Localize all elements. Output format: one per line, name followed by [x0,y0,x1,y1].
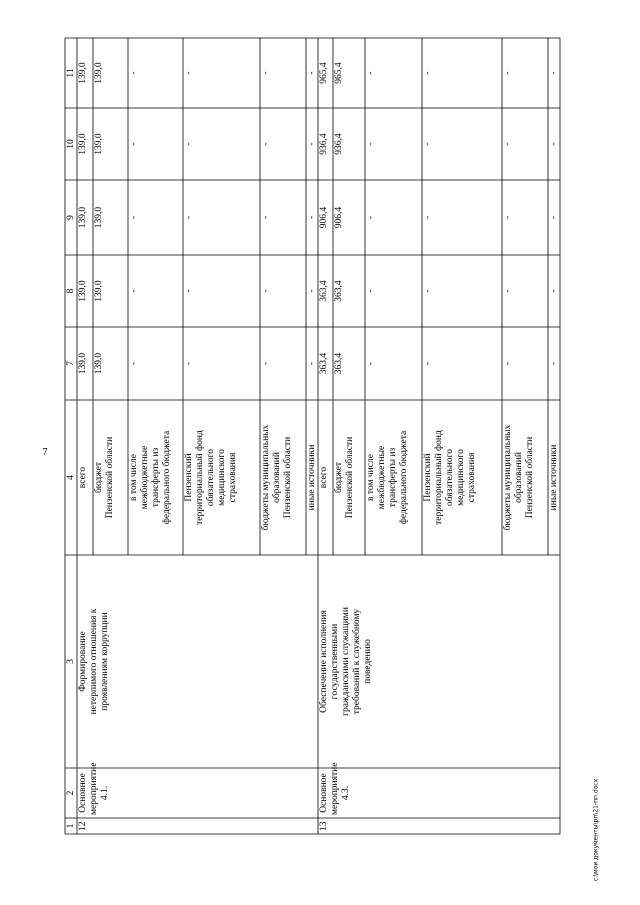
amount-v8 [548,255,560,327]
measure-name-text: Основное мероприятие 4.3. [319,762,351,815]
amount-v8 [77,255,93,327]
funding-source-text: иные источники [307,444,317,511]
amount-v7 [306,327,318,400]
header-cell-4-text: 4 [66,475,76,480]
amount-v10 [422,108,502,180]
amount-v11-text: 965,4 [319,62,329,84]
amount-v7 [318,327,333,400]
measure-name [318,762,560,818]
measure-name-text: Основное мероприятие 4.1. [78,762,110,815]
amount-v8-text: 363,4 [334,280,344,302]
header-cell-9-text: 9 [66,215,76,220]
funding-source [548,400,560,555]
amount-v7-text: 363,4 [319,352,329,375]
funding-source [260,400,306,555]
funding-source-text: в том числе межбюджетные трансферты из федерального бюджета [129,430,172,525]
amount-v9 [260,180,306,255]
amount-v9-text: 906,4 [319,206,329,229]
amount-v9 [318,180,333,255]
funding-source-text: Пензенский территориальный фонд обязательного медицинского страхования [423,430,477,525]
amount-v11 [333,38,365,108]
amount-v10-text: - [423,142,433,146]
amount-v7 [422,327,502,400]
amount-v7-text: - [423,361,433,366]
amount-v10 [306,108,318,180]
header-cell-11-text: 11 [66,68,76,78]
row-number-text: 13 [319,821,329,831]
amount-v11-text: - [307,71,317,75]
header-cell-7-text: 7 [66,361,76,366]
amount-v10-text: 139,0 [78,133,88,155]
amount-v10 [183,108,260,180]
funding-source-text: всего [319,466,329,489]
amount-v9 [365,180,422,255]
amount-v7 [260,327,306,400]
amount-v9-text: - [261,215,271,220]
amount-v7-text: - [549,361,559,366]
header-cell-11 [65,38,77,108]
amount-v8 [502,255,548,327]
amount-v10 [260,108,306,180]
amount-v7 [183,327,260,400]
header-cell-10 [65,108,77,180]
amount-v11-text: - [261,71,271,75]
amount-v10-text: - [307,142,317,146]
amount-v8 [422,255,502,327]
amount-v7 [365,327,422,400]
amount-v10-text: 936,4 [334,133,344,155]
amount-v11-text: - [184,71,194,75]
measure-name [77,762,318,818]
amount-v9 [422,180,502,255]
funding-source [333,400,365,555]
amount-v9 [183,180,260,255]
page-number: 7 [42,447,48,458]
amount-v11-text: - [503,71,513,75]
amount-v8-text: 139,0 [78,280,88,302]
amount-v7-text: - [261,361,271,366]
amount-v7-text: - [184,361,194,366]
amount-v8 [260,255,306,327]
measure-description-text: Формирование нетерпимого отношения к проявлениям коррупции [78,608,110,715]
header-cell-4 [65,400,77,555]
amount-v11 [306,38,318,108]
amount-v10-text: 936,4 [319,133,329,155]
funding-source [306,400,318,555]
amount-v11 [548,38,560,108]
amount-v9 [93,180,128,255]
amount-v8-text: - [503,289,513,293]
funding-source-text: в том числе межбюджетные трансферты из федерального бюджета [366,430,409,525]
amount-v7-text: 363,4 [334,352,344,375]
amount-v11 [77,38,93,108]
amount-v9-text: - [366,215,376,220]
amount-v10 [365,108,422,180]
amount-v11 [260,38,306,108]
amount-v10-text: - [129,142,139,146]
amount-v11-text: - [366,71,376,75]
amount-v11 [318,38,333,108]
funding-source [318,400,333,555]
amount-v11 [128,38,183,108]
amount-v9-text: - [307,215,317,220]
amount-v8-text: - [366,289,376,293]
footer-file-path: c:\мои документы\рп\21-пп.docx [592,778,600,882]
header-cell-8-text: 8 [66,288,76,294]
amount-v11-text: 139,0 [78,62,88,84]
amount-v7-text: - [129,361,139,366]
amount-v10-text: - [549,142,559,146]
funding-source [183,400,260,555]
funding-source-text: всего [78,466,88,489]
amount-v9 [77,180,93,255]
amount-v9-text: - [129,215,139,220]
amount-v9-text: 906,4 [334,206,344,229]
amount-v7 [333,327,365,400]
amount-v8-text: 363,4 [319,280,329,302]
amount-v11 [365,38,422,108]
header-cell-10-text: 10 [66,139,76,149]
funding-source-text: бюджет Пензенской области [334,436,355,519]
amount-v8-text: 139,0 [94,280,104,302]
amount-v11-text: 965,4 [334,62,344,84]
header-cell-2-text: 2 [66,790,76,796]
funding-source [502,400,548,555]
measure-description-text: Обеспечение исполнения государственными гражданскими служащими требований к служебному поведению [319,607,373,716]
amount-v11 [93,38,128,108]
amount-v10 [318,108,333,180]
funding-source [422,400,502,555]
amount-v8-text: - [129,289,139,293]
row-number [318,818,560,834]
amount-v9-text: - [503,215,513,220]
funding-source-text: бюджеты муниципальных образований Пензенской области [261,424,293,531]
amount-v9 [548,180,560,255]
amount-v8 [333,255,365,327]
amount-v9 [333,180,365,255]
amount-v10-text: - [503,142,513,146]
amount-v8 [318,255,333,327]
row-number-text: 12 [78,821,88,831]
amount-v10-text: - [184,142,194,146]
amount-v8-text: - [184,289,194,293]
amount-v11-text: 139,0 [94,62,104,84]
amount-v7 [548,327,560,400]
amount-v9-text: - [423,215,433,220]
amount-v10 [502,108,548,180]
measure-description [77,555,318,768]
header-cell-3 [65,555,77,768]
amount-v10 [548,108,560,180]
funding-source [77,400,93,555]
amount-v9 [306,180,318,255]
header-cell-1-text: 1 [66,823,76,829]
amount-v7 [93,327,128,400]
funding-source-text: бюджет Пензенской области [94,436,115,519]
funding-source [365,400,422,555]
amount-v8-text: - [423,289,433,293]
row-number [77,818,318,834]
amount-v9 [502,180,548,255]
amount-v7-text: 139,0 [78,352,88,375]
header-cell-3-text: 3 [66,659,76,664]
amount-v11 [422,38,502,108]
amount-v7 [128,327,183,400]
header-cell-2 [65,768,77,818]
amount-v10 [77,108,93,180]
amount-v11-text: - [129,71,139,75]
amount-v10 [333,108,365,180]
amount-v7 [502,327,548,400]
header-cell-1 [65,818,77,834]
amount-v11 [183,38,260,108]
funding-source [128,400,183,555]
amount-v9-text: 139,0 [78,206,88,229]
amount-v11 [502,38,548,108]
amount-v9-text: - [184,215,194,220]
amount-v10-text: - [366,142,376,146]
amount-v10 [93,108,128,180]
amount-v10-text: 139,0 [94,133,104,155]
amount-v11-text: - [549,71,559,75]
amount-v9 [128,180,183,255]
amount-v7 [77,327,93,400]
amount-v8-text: - [261,289,271,293]
funding-source-text: бюджеты муниципальных образований Пензенской области [503,424,535,531]
amount-v8 [183,255,260,327]
amount-v10-text: - [261,142,271,146]
header-cell-8 [65,255,77,327]
amount-v9-text: - [549,215,559,220]
amount-v7-text: - [307,361,317,366]
funding-source-text: иные источники [549,444,559,511]
amount-v11-text: - [423,71,433,75]
amount-v10 [128,108,183,180]
funding-source-text: Пензенский территориальный фонд обязательного медицинского страхования [184,430,238,525]
amount-v7-text: - [366,361,376,366]
amount-v7-text: 139,0 [94,352,104,375]
amount-v8 [306,255,318,327]
amount-v8-text: - [307,289,317,293]
amount-v9-text: 139,0 [94,206,104,229]
header-cell-7 [65,327,77,400]
amount-v8-text: - [549,289,559,293]
amount-v7-text: - [503,361,513,366]
header-cell-9 [65,180,77,255]
amount-v8 [93,255,128,327]
measure-description [318,555,560,768]
amount-v8 [128,255,183,327]
funding-source [93,400,128,555]
amount-v8 [365,255,422,327]
